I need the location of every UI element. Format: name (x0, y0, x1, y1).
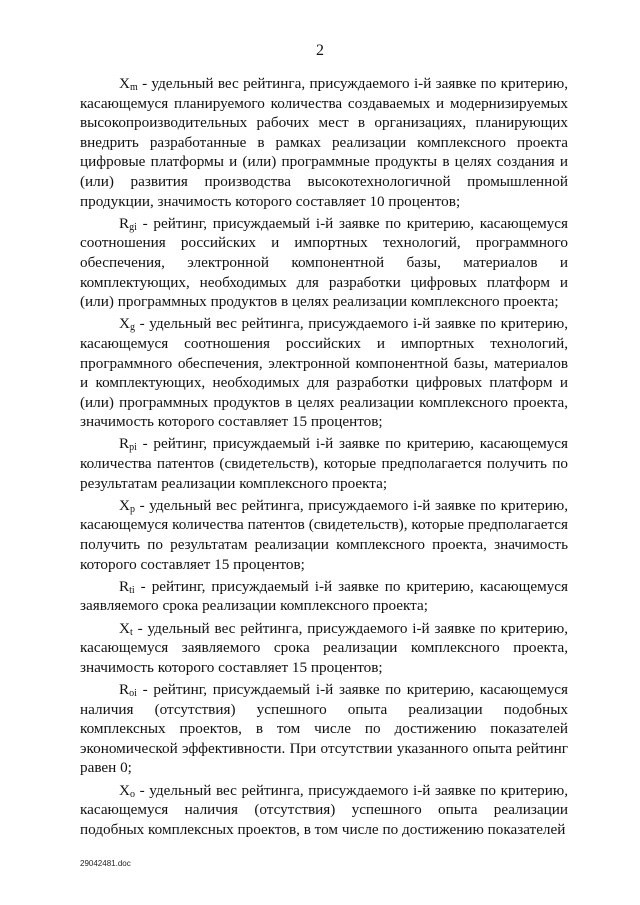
footer-filename: 29042481.doc (80, 859, 131, 868)
paragraph-xo (80, 781, 568, 840)
paragraph-rpi (80, 434, 568, 493)
page-number: 2 (316, 42, 324, 59)
paragraph-xt (80, 619, 568, 678)
variable-symbol: $R_{ti}$ (119, 577, 135, 596)
variable-symbol: $R_{oi}$ (119, 680, 137, 699)
variable-symbol: $X_o$ (119, 781, 135, 800)
paragraph-text: - удельный вес рейтинга, присуждаемого i-й заявке по критерию, касающемуся заявляемого срока реализации комплексного проекта, значимость которого составляет 15 процентов; (80, 619, 568, 676)
paragraph-xp (80, 496, 568, 574)
paragraph-text: - рейтинг, присуждаемый i-й заявке по критерию, касающемуся количества патентов (свидетельств), которые предполагается получить по результатам реализации комплексного проекта; (80, 435, 568, 492)
variable-symbol: $R_{pi}$ (119, 435, 137, 454)
paragraph-text: - рейтинг, присуждаемый i-й заявке по критерию, касающемуся наличия (отсутствия) успешного опыта реализации подобных комплексных проектов, в том числе по достижению показателей экономической эффективности. При отсутствии указанного опыта рейтинг равен 0; (80, 680, 568, 777)
paragraph-text: - удельный вес рейтинга, присуждаемого i-й заявке по критерию, касающемуся планируемого количества создаваемых и модернизируемых высокопроизводительных рабочих мест в организациях, планирующих внедрить разработанные в рамках реализации комплексного проекта цифровые платформы и (или) программные продукты в целях создания и (или) развития производства высокотехнологичной промышленной продукции, значимость которого составляет 10 процентов; (80, 75, 568, 210)
variable-symbol: $X_p$ (119, 496, 135, 515)
variable-symbol: $X_g$ (119, 315, 135, 334)
paragraph-rti (80, 577, 568, 616)
variable-symbol: $X_t$ (119, 619, 133, 638)
paragraph-text: - рейтинг, присуждаемый i-й заявке по критерию, касающемуся соотношения российских и импортных технологий, программного обеспечения, электронной компонентной базы, материалов и комплектующих, необходимых для разработки цифровых платформ и (или) программных продуктов в целях реализации комплексного проекта; (80, 214, 568, 311)
paragraph-text: - удельный вес рейтинга, присуждаемого i-й заявке по критерию, касающемуся соотношения российских и импортных технологий, программного обеспечения, электронной компонентной базы, материалов и комплектующих, необходимых для разработки цифровых платформ и (или) программных продуктов в целях реализации комплексного проекта, значимость которого составляет 15 процентов; (80, 315, 568, 431)
variable-symbol: $X_m$ (119, 75, 138, 93)
paragraph-roi (80, 680, 568, 778)
paragraph-xg (80, 314, 568, 432)
paragraph-xm (80, 74, 568, 211)
paragraph-text: - удельный вес рейтинга, присуждаемого i-й заявке по критерию, касающемуся наличия (отсутствия) успешного опыта реализации подобных комплексных проектов, в том числе по достижению показателей (80, 781, 568, 838)
document-body (80, 74, 568, 842)
paragraph-text: - удельный вес рейтинга, присуждаемого i-й заявке по критерию, касающемуся количества патентов (свидетельств), которые предполагается получить по результатам реализации комплексного проекта, значимость которого составляет 15 процентов; (80, 496, 568, 573)
variable-symbol: $R_{gi}$ (119, 214, 137, 233)
paragraph-text: - рейтинг, присуждаемый i-й заявке по критерию, касающемуся заявляемого срока реализации комплексного проекта; (80, 577, 568, 615)
paragraph-rgi (80, 214, 568, 312)
